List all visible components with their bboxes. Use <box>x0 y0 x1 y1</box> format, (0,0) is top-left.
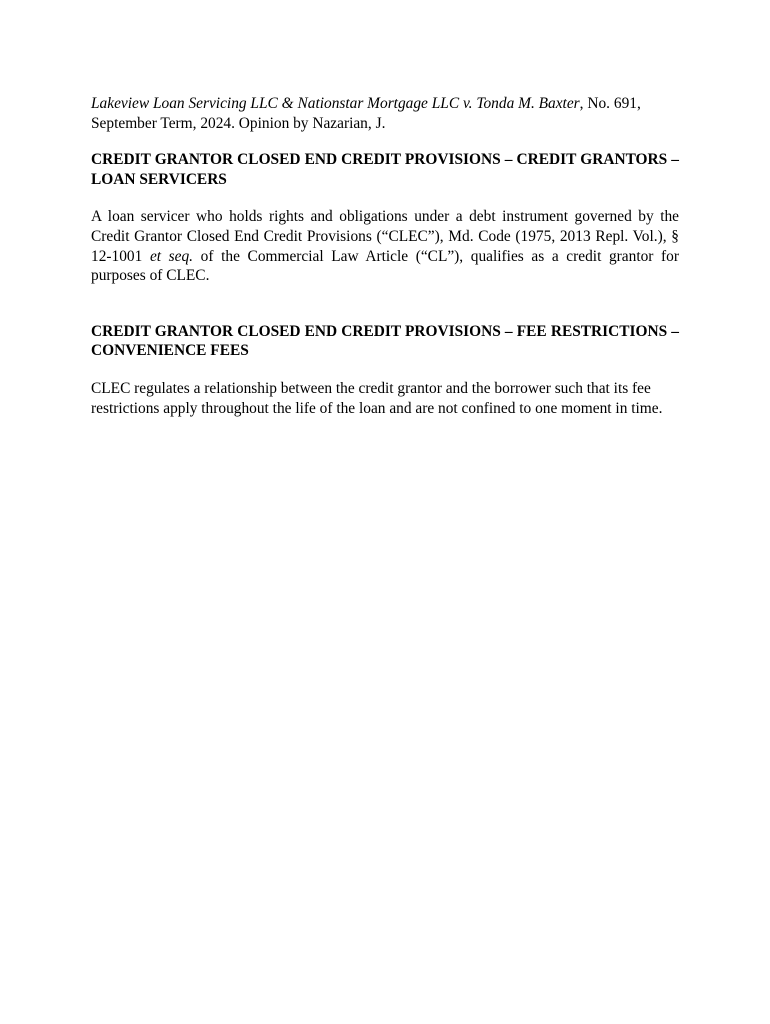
headnote-1-et-seq: et seq. <box>149 247 194 265</box>
case-name: Lakeview Loan Servicing LLC & Nationstar Mortgage LLC v. Tonda M. Baxter <box>91 95 580 112</box>
opinion-summary-page <box>91 94 679 418</box>
headnote-2-text: CLEC regulates a relationship between the credit grantor and the borrower such that its fee restrictions apply throughout the life of the loan and are not confined to one moment in time. <box>91 379 663 417</box>
headnote-1-heading: CREDIT GRANTOR CLOSED END CREDIT PROVISIONS – CREDIT GRANTORS – LOAN SERVICERS <box>91 151 679 188</box>
case-citation: , No. 691, September Term, 2024. Opinion by Nazarian, J. <box>91 95 641 132</box>
case-caption <box>91 94 679 133</box>
headnote-1-text <box>91 207 679 285</box>
headnote-2-heading: CREDIT GRANTOR CLOSED END CREDIT PROVISIONS – FEE RESTRICTIONS – CONVENIENCE FEES <box>91 322 679 360</box>
headnote-1-text-part2: of the Commercial Law Article (“CL”), qualifies as a credit grantor for purposes of CLEC. <box>91 247 679 285</box>
headnote-1-text-part1: A loan servicer who holds rights and obligations under a debt instrument governed by the Credit Grantor Closed End Credit Provisions (“CLEC”), Md. Code (1975, 2013 Repl. Vol.), § 12-1001 <box>91 208 679 265</box>
